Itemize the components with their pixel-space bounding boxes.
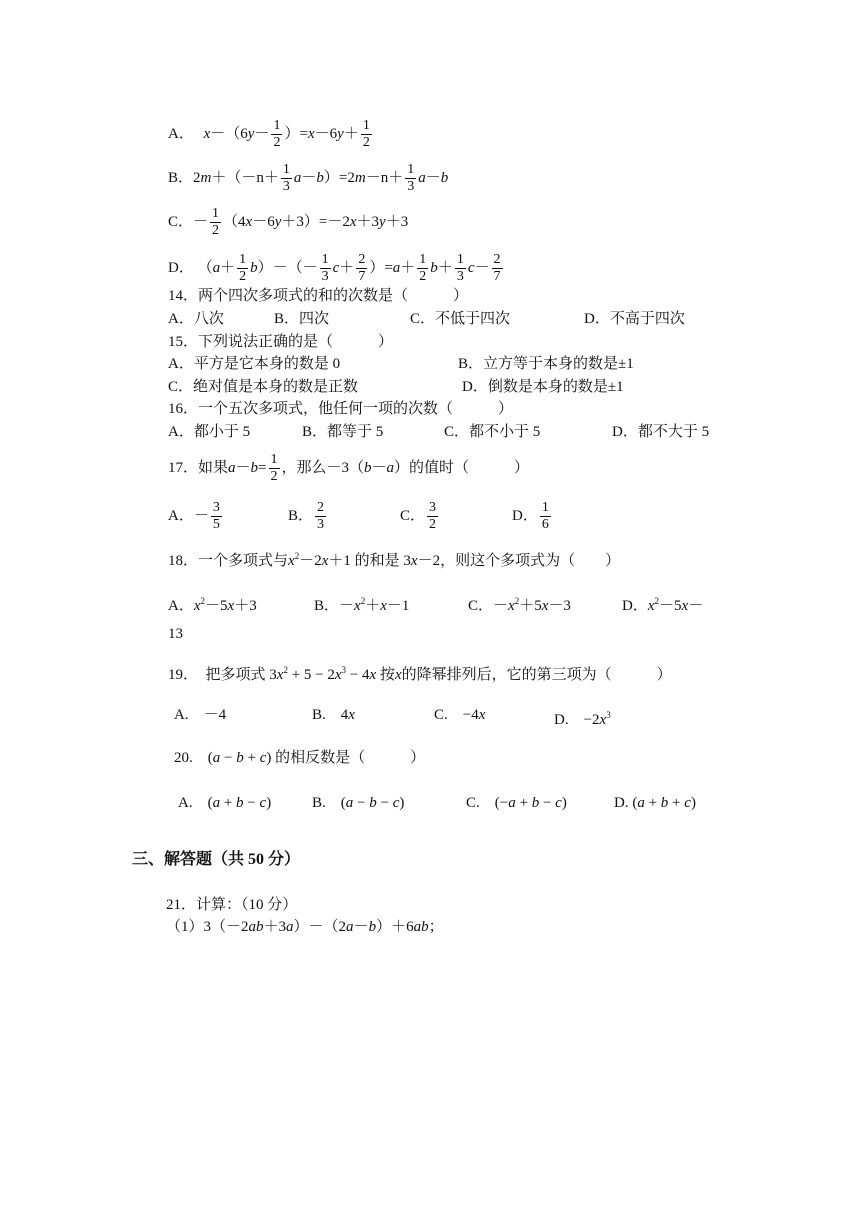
q17-option-d: D． $\frac{1}{6}$ bbox=[512, 500, 549, 532]
q16-option-d: D．都不大于 5 bbox=[612, 424, 710, 440]
q14-option-d: D．不高于四次 bbox=[584, 311, 685, 327]
q17-option-a: A．－ $\frac{3}{5}$ bbox=[168, 500, 220, 532]
q19-option-d: D. $-2x^3$ bbox=[554, 710, 611, 728]
q21-part-1: （1）3（－2ab＋3a）－（2a－b）＋6ab； bbox=[166, 919, 444, 935]
q14-option-a: A．八次 bbox=[168, 311, 224, 327]
q18-stem: 18．一个多项式与$x^2-2x+1$ 的和是 3x－2，则这个多项式为（ ） bbox=[168, 551, 621, 569]
q16-option-a: A．都小于 5 bbox=[168, 424, 251, 440]
q16-stem: 16．一个五次多项式，他任何一项的次数（ ） bbox=[168, 401, 514, 417]
q17-option-c: C． $\frac{3}{2}$ bbox=[400, 500, 437, 532]
q15-option-a: A．平方是它本身的数是 0 bbox=[168, 356, 341, 372]
q19-stem: 19． 把多项式 $3x^2 + 5 - 2x^3 - 4x$ 按x的降幂排列后，它的第三项为（ ） bbox=[168, 665, 672, 683]
q18-option-c: C．$-x^2+5x-3$ bbox=[468, 596, 571, 614]
q18-option-d-continued: 13 bbox=[168, 626, 183, 642]
q18-option-b: B．$-x^2+x-1$ bbox=[314, 596, 410, 614]
section-title: 三、解答题（共 50 分） bbox=[132, 851, 301, 868]
q17-option-b: B． $\frac{2}{3}$ bbox=[288, 500, 325, 532]
q20-option-a: A. (a + b − c) bbox=[178, 795, 272, 811]
q14-option-b: B．四次 bbox=[274, 311, 330, 327]
q20-option-c: C. (−a + b − c) bbox=[466, 795, 567, 811]
q21-stem: 21．计算：（10 分） bbox=[166, 897, 298, 913]
q14-option-c: C．不低于四次 bbox=[410, 311, 511, 327]
q18-option-a: A．$x^2-5x+3$ bbox=[168, 596, 257, 614]
q15-option-b: B．立方等于本身的数是±1 bbox=[458, 356, 634, 372]
q20-option-b: B. (a − b − c) bbox=[312, 795, 405, 811]
q13-option-d: D． （a＋ $\frac{1}{2}$ b）－（－ $\frac{1}{3}$ c＋ $\frac{2}{7}$ ）=a＋ $\frac{1}{2}$ b＋ $\frac{1}{3}$ c－ $\frac{2}{7}$ bbox=[168, 252, 501, 284]
q17-stem: 17．如果a－b= $\frac{1}{2}$ ，那么－3（b－a）的值时（ ） bbox=[168, 452, 530, 484]
q15-stem: 15．下列说法正确的是（ ） bbox=[168, 334, 394, 350]
q14-stem: 14．两个四次多项式的和的次数是（ ） bbox=[168, 288, 469, 304]
q16-option-c: C．都不小于 5 bbox=[444, 424, 541, 440]
q15-option-d: D．倒数是本身的数是±1 bbox=[462, 379, 624, 395]
q15-option-c: C．绝对值是本身的数是正数 bbox=[168, 379, 359, 395]
q20-stem: 20. (a − b + c) 的相反数是（ ） bbox=[174, 750, 426, 766]
q13-option-c: C．－ $\frac{1}{2}$ （4x－6y＋3）=－2x＋3y＋3 bbox=[168, 206, 409, 238]
q16-option-b: B．都等于 5 bbox=[302, 424, 384, 440]
q13-option-b: B．2m＋（－n＋ $\frac{1}{3}$ a－b）=2m－n＋ $\frac{1}{3}$ a－b bbox=[168, 162, 449, 194]
q18-option-d: D．$x^2-5x-$ bbox=[622, 596, 704, 614]
q19-option-b: B. 4x bbox=[312, 707, 355, 723]
q19-option-a: A. －4 bbox=[174, 707, 227, 723]
q19-option-c: C. −4x bbox=[434, 707, 486, 723]
q20-option-d: D. (a + b + c) bbox=[614, 795, 696, 811]
q13-option-a: A． x－（6y－ $\frac{1}{2}$ ）=x－6y＋ $\frac{1}{2}$ bbox=[168, 118, 370, 150]
